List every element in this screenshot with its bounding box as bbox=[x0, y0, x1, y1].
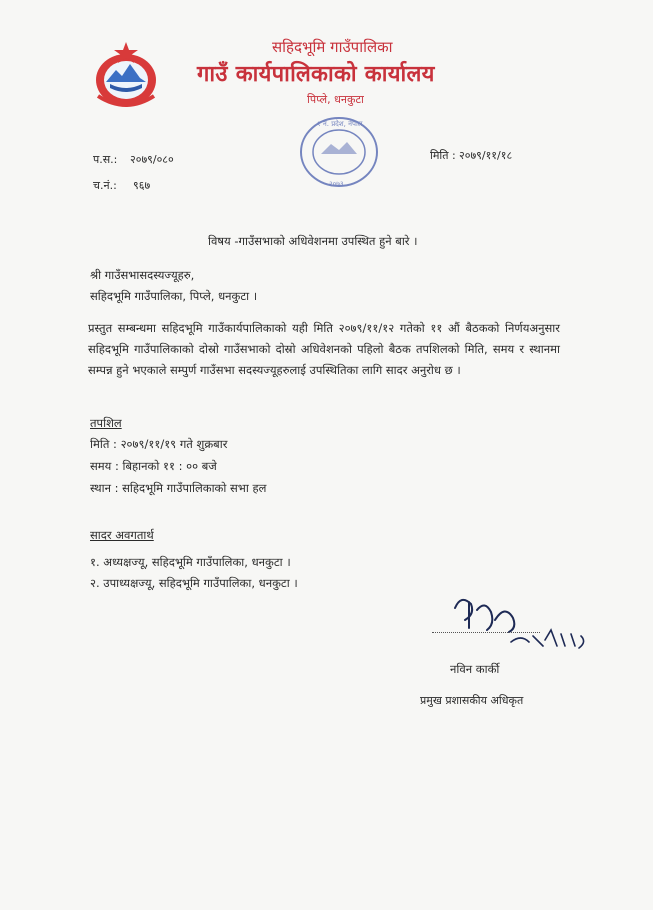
letter-body: प्रस्तुत सम्बन्धमा सहिदभूमि गाउँकार्यपालिकाको यही मिति २०७९/११/१२ गतेको ११ औं बैठकको निर्णयअनुसार सहिदभूमि गाउँपालिकाको दोस्रो गाउँसभाको दोस्रो अधिवेशनको पहिलो बैठक तपशिलको मिति, समय र स्थानमा सम्पन्न हुने भएकाले सम्पुर्ण गाउँसभा सदस्यज्यूहरुलाई उपस्थितिका लागि सादर अनुरोध छ । bbox=[88, 321, 560, 377]
signer-name: नविन कार्की bbox=[450, 662, 500, 676]
recipient-line-2: सहिदभूमि गाउँपालिका, पिप्ले, धनकुटा । bbox=[90, 289, 258, 303]
handwritten-signature bbox=[425, 590, 595, 660]
reference-number: २०७९/०८० bbox=[130, 153, 174, 166]
signer-title: प्रमुख प्रशासकीय अधिकृत bbox=[420, 694, 524, 707]
details-venue-line: स्थान : सहिदभूमि गाउँपालिकाको सभा हल bbox=[90, 481, 267, 495]
signature-line bbox=[432, 632, 540, 633]
government-emblem-logo bbox=[92, 36, 160, 110]
recipient-line-1: श्री गाउँसभासदस्यज्यूहरु, bbox=[90, 268, 195, 282]
official-stamp bbox=[293, 112, 385, 192]
cc-line-chair: १. अध्यक्षज्यू, सहिदभूमि गाउँपालिका, धनकुटा । bbox=[90, 555, 291, 569]
details-date-line: मिति : २०७९/११/१९ गते शुक्रबार bbox=[90, 437, 228, 451]
letter-date: २०७९/११/१८ bbox=[459, 149, 513, 162]
dispatch-label: च.नं.: bbox=[93, 179, 117, 192]
letter-subject: विषय -गाउँसभाको अधिवेशनमा उपस्थित हुने बारे । bbox=[208, 234, 418, 248]
cc-line-vice-chair: २. उपाध्यक्षज्यू, सहिदभूमि गाउँपालिका, धनकुटा । bbox=[90, 576, 298, 590]
office-name: गाउँ कार्यपालिकाको कार्यालय bbox=[197, 62, 435, 87]
stamp-year-text: २०७३ bbox=[329, 180, 344, 188]
dispatch-number: ९६७ bbox=[133, 179, 151, 192]
details-time-line: समय : बिहानको ११ : ०० बजे bbox=[90, 459, 217, 473]
date-label: मिति : bbox=[430, 149, 456, 162]
reference-label: प.स.: bbox=[93, 153, 118, 166]
details-heading: तपशिल bbox=[90, 416, 122, 430]
stamp-top-text: १ नं. प्रदेश, नेपाल bbox=[317, 120, 363, 128]
cc-heading: सादर अवगतार्थ bbox=[90, 528, 154, 542]
office-address: पिप्ले, धनकुटा bbox=[307, 93, 364, 106]
municipality-name: सहिदभूमि गाउँपालिका bbox=[272, 38, 393, 56]
